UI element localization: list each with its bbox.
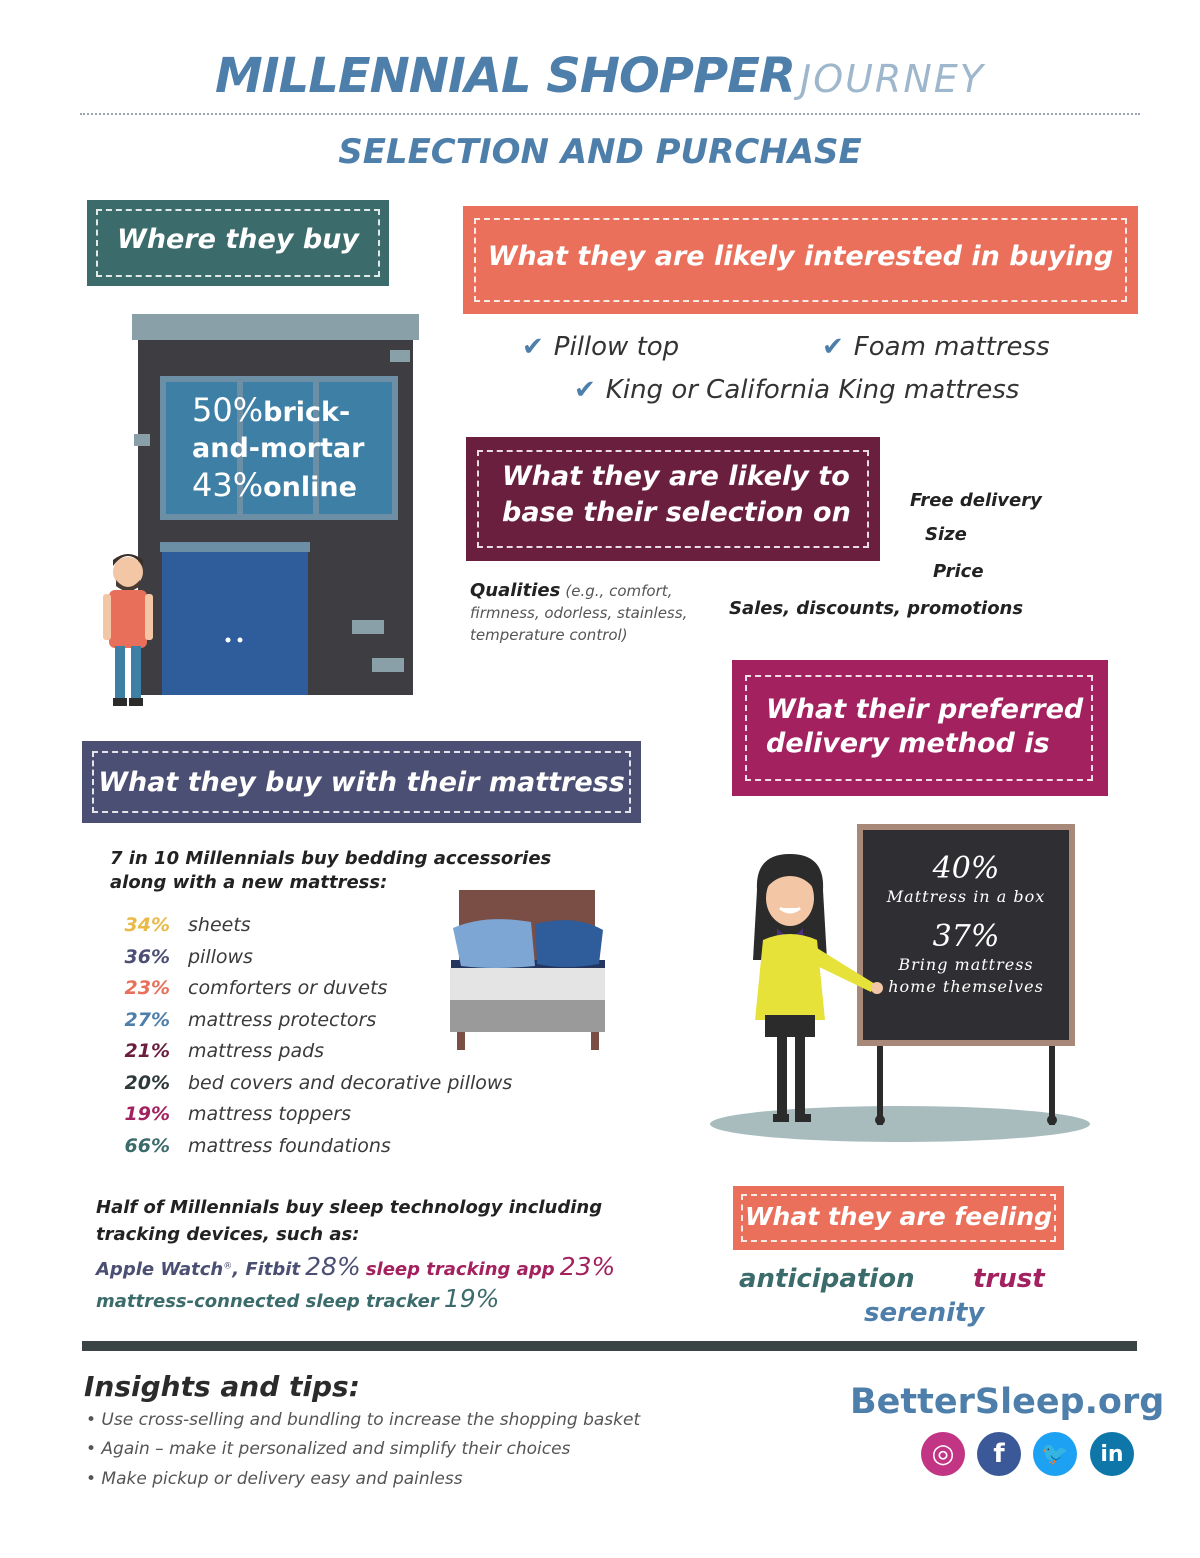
buy-with-intro-line2: along with a new mattress: — [110, 872, 388, 893]
tech-fitbit: , Fitbit — [232, 1259, 301, 1280]
checkmark-icon: ✔ — [822, 332, 844, 362]
interested-item-2 — [822, 332, 1050, 362]
tech-intro-line1: Half of Millennials buy sleep technology including — [96, 1197, 603, 1218]
store-building-icon — [100, 310, 430, 710]
store-illustration — [100, 310, 430, 710]
facebook-icon[interactable]: f — [977, 1432, 1021, 1476]
tech-c-pct: 19% — [443, 1284, 500, 1313]
checkmark-icon: ✔ — [574, 375, 596, 405]
accessory-pct: 27% — [124, 1009, 170, 1031]
tech-mattress-tracker: mattress-connected sleep tracker — [96, 1291, 439, 1312]
accessory-label: bed covers and decorative pillows — [188, 1072, 513, 1094]
insight-tip: • Make pickup or delivery easy and painless — [86, 1469, 463, 1489]
selection-item-sales: Sales, discounts, promotions — [729, 598, 1024, 619]
delivery-heading-box — [732, 660, 1108, 796]
accessory-row — [118, 1040, 324, 1062]
qualities-label: Qualities — [470, 580, 561, 601]
title-light: JOURNEY — [800, 57, 985, 101]
page-title — [0, 48, 1200, 104]
accessory-row — [118, 977, 387, 999]
where-heading: Where they buy — [117, 224, 359, 255]
interested-heading: What they are likely interested in buying — [487, 241, 1114, 272]
accessory-pct: 20% — [124, 1072, 170, 1094]
buy-with-heading-box — [82, 741, 641, 823]
tech-a-pct: 28% — [305, 1252, 361, 1281]
where-heading-box — [87, 200, 389, 286]
selection-heading-box — [466, 437, 880, 561]
qualities-line3: temperature control) — [470, 626, 628, 644]
buy-with-intro-line1: 7 in 10 Millennials buy bedding accessories — [110, 848, 552, 869]
insights-heading: Insights and tips: — [84, 1370, 360, 1403]
chalkboard-text — [863, 852, 1069, 998]
accessory-row — [118, 1009, 376, 1031]
accessory-row — [118, 1072, 512, 1094]
feeling-anticipation: anticipation — [739, 1264, 915, 1294]
twitter-icon[interactable]: 🐦 — [1033, 1432, 1077, 1476]
selection-heading-line1: What they are likely to — [502, 461, 850, 492]
insight-tip: • Use cross-selling and bundling to increase the shopping basket — [86, 1410, 641, 1430]
tech-reg-mark: ® — [223, 1261, 233, 1272]
accessory-row — [118, 914, 251, 936]
tech-apple-watch: Apple Watch — [96, 1259, 224, 1280]
accessory-label: pillows — [188, 946, 253, 968]
interested-item-label: King or California King mattress — [605, 375, 1020, 405]
where-line3-pct: 43% — [192, 466, 264, 504]
selection-heading-line2: base their selection on — [502, 497, 851, 528]
brand-link[interactable]: BetterSleep.org — [850, 1382, 1165, 1422]
bottom-divider — [82, 1341, 1137, 1351]
accessory-row — [118, 946, 253, 968]
accessory-pct: 19% — [124, 1103, 170, 1125]
tech-intro — [96, 1194, 602, 1248]
interested-item-1 — [522, 332, 679, 362]
accessory-row — [118, 1135, 391, 1157]
where-line1-text: brick- — [263, 397, 351, 428]
insight-tip: • Again – make it personalized and simplify their choices — [86, 1439, 571, 1459]
accessory-label: sheets — [188, 914, 251, 936]
title-divider — [80, 113, 1140, 115]
accessory-row — [118, 1103, 351, 1125]
bed-icon — [445, 888, 610, 1053]
accessory-label: mattress protectors — [188, 1009, 377, 1031]
accessory-pct: 23% — [124, 977, 170, 999]
tech-sleep-app: sleep tracking app — [365, 1259, 555, 1280]
tech-line-c — [96, 1284, 499, 1313]
selection-item-free-delivery: Free delivery — [910, 490, 1042, 511]
accessory-label: mattress foundations — [188, 1135, 391, 1157]
accessory-pct: 34% — [124, 914, 170, 936]
qualities-line2: firmness, odorless, stainless, — [470, 604, 688, 622]
selection-qualities — [470, 580, 687, 646]
selection-item-price: Price — [933, 561, 984, 582]
where-line3 — [192, 467, 364, 506]
where-line3-text: online — [263, 472, 357, 503]
delivery-heading-line1: What their preferred — [766, 694, 1084, 725]
interested-item-3 — [574, 375, 1019, 405]
section-subtitle: SELECTION AND PURCHASE — [338, 132, 862, 172]
feeling-heading: What they are feeling — [744, 1202, 1053, 1231]
where-line1 — [192, 392, 364, 431]
delivery-label-1: Mattress in a box — [886, 887, 1046, 906]
instagram-icon[interactable]: ◎ — [921, 1432, 965, 1476]
feeling-trust: trust — [973, 1264, 1045, 1294]
accessory-pct: 36% — [124, 946, 170, 968]
delivery-pct-1: 40% — [932, 851, 1000, 886]
title-bold: MILLENNIAL SHOPPER — [215, 48, 795, 104]
selection-item-size: Size — [925, 524, 967, 545]
accessory-label: mattress pads — [188, 1040, 325, 1062]
interested-heading-box — [463, 206, 1138, 314]
accessory-label: mattress toppers — [188, 1103, 351, 1125]
tech-b-pct: 23% — [559, 1252, 616, 1281]
tech-line-a — [96, 1252, 615, 1281]
delivery-label-2b: home themselves — [888, 977, 1044, 996]
linkedin-icon[interactable]: in — [1090, 1432, 1134, 1476]
buy-with-heading: What they buy with their mattress — [98, 767, 625, 798]
delivery-pct-2: 37% — [932, 919, 1000, 954]
where-line2: and-mortar — [192, 433, 365, 464]
accessory-pct: 21% — [124, 1040, 170, 1062]
interested-item-label: Foam mattress — [853, 332, 1050, 362]
accessory-label: comforters or duvets — [188, 977, 388, 999]
feeling-serenity: serenity — [864, 1298, 985, 1328]
where-stats — [192, 392, 364, 506]
tech-intro-line2: tracking devices, such as: — [96, 1224, 360, 1245]
interested-item-label: Pillow top — [553, 332, 680, 362]
delivery-label-2a: Bring mattress — [898, 955, 1034, 974]
where-line1-pct: 50% — [192, 391, 264, 429]
feeling-heading-box — [733, 1186, 1064, 1250]
qualities-line1: (e.g., comfort, — [565, 582, 673, 600]
checkmark-icon: ✔ — [522, 332, 544, 362]
accessory-pct: 66% — [124, 1135, 170, 1157]
delivery-heading-line2: delivery method is — [766, 728, 1050, 759]
bed-illustration — [445, 888, 610, 1053]
